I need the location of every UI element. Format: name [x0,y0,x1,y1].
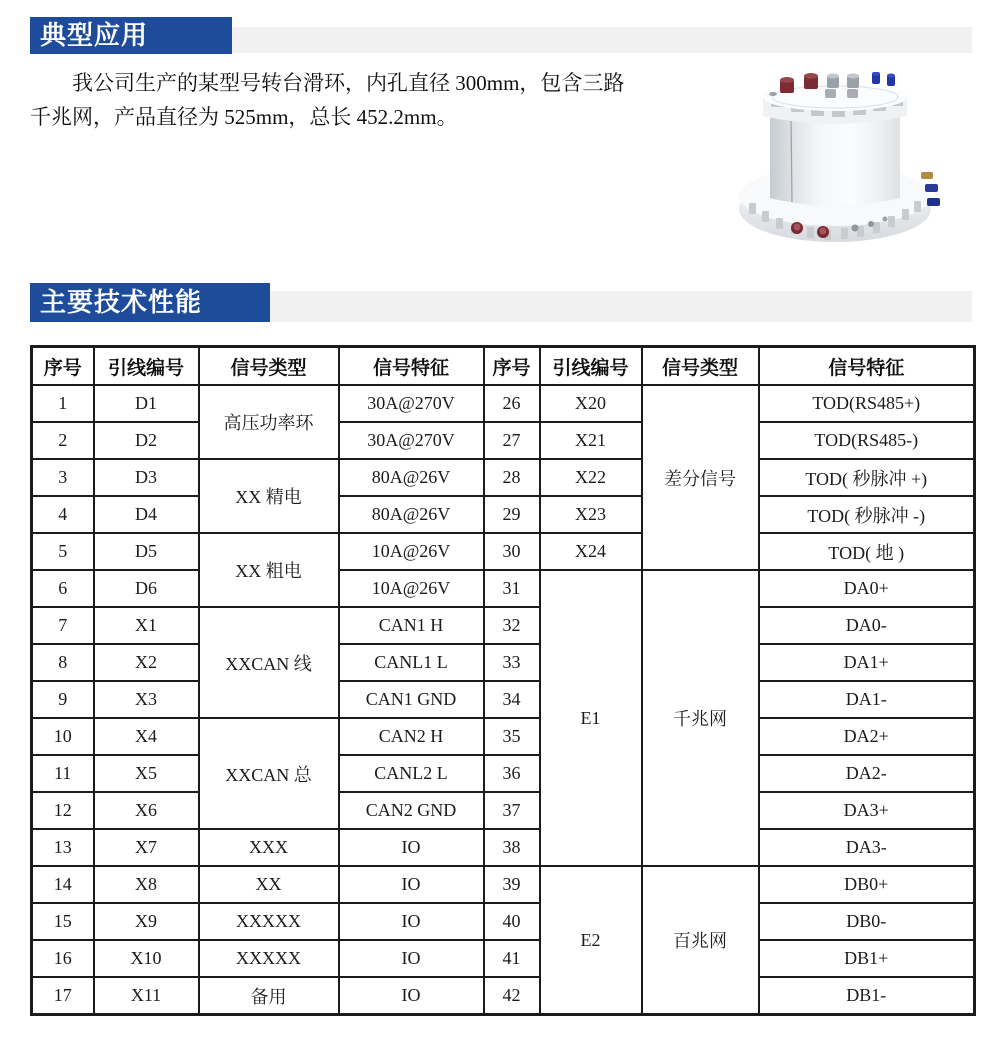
column-header: 序号 [484,347,540,386]
cell-index: 5 [32,533,94,570]
cell-index: 41 [484,940,540,977]
cell-lead-number: D5 [94,533,199,570]
cell-index: 37 [484,792,540,829]
column-header: 信号类型 [199,347,339,386]
cell-lead-number: D2 [94,422,199,459]
cell-lead-number: X23 [540,496,642,533]
cell-signal-feature: TOD(RS485+) [759,385,975,422]
cell-signal-feature: 30A@270V [339,385,484,422]
section-title: 典型应用 [40,20,149,50]
section-title: 主要技术性能 [40,287,203,317]
cell-signal-type: XX 粗电 [199,533,339,607]
cell-signal-feature: TOD(RS485-) [759,422,975,459]
cell-signal-type: 差分信号 [642,385,759,570]
cell-signal-feature: 30A@270V [339,422,484,459]
cell-signal-type: XX 精电 [199,459,339,533]
cell-lead-number: X9 [94,903,199,940]
cell-lead-number: X4 [94,718,199,755]
cell-signal-feature: CANL2 L [339,755,484,792]
cell-lead-number: D3 [94,459,199,496]
section-header-main-specs [30,283,270,322]
cell-index: 13 [32,829,94,866]
cell-signal-feature: DA1- [759,681,975,718]
cell-index: 1 [32,385,94,422]
cell-lead-number: X5 [94,755,199,792]
cell-index: 11 [32,755,94,792]
cell-index: 15 [32,903,94,940]
table-row [32,718,975,755]
cell-lead-number: X1 [94,607,199,644]
cell-index: 17 [32,977,94,1015]
column-header: 序号 [32,347,94,386]
column-header: 信号类型 [642,347,759,386]
cell-signal-feature: IO [339,977,484,1015]
table-row [32,422,975,459]
cell-signal-type: XX [199,866,339,903]
cell-signal-feature: IO [339,903,484,940]
cell-index: 6 [32,570,94,607]
cell-index: 2 [32,422,94,459]
table-row [32,607,975,644]
table-row [32,903,975,940]
cell-index: 42 [484,977,540,1015]
cell-lead-number: X2 [94,644,199,681]
cell-signal-type: XXCAN 总 [199,718,339,829]
cell-index: 33 [484,644,540,681]
cell-signal-feature: CAN1 GND [339,681,484,718]
cell-index: 32 [484,607,540,644]
cell-signal-type: 高压功率环 [199,385,339,459]
table-row [32,977,975,1015]
cell-lead-number: X6 [94,792,199,829]
table-row [32,829,975,866]
cell-signal-feature: TOD( 地 ) [759,533,975,570]
cell-lead-number: X7 [94,829,199,866]
cell-index: 12 [32,792,94,829]
cell-signal-type: XXXXX [199,903,339,940]
table-row [32,681,975,718]
cell-signal-feature: DA3+ [759,792,975,829]
cell-signal-feature: CAN1 H [339,607,484,644]
cell-lead-number: X3 [94,681,199,718]
cell-signal-type: XXXXX [199,940,339,977]
intro-line: 我公司生产的某型号转台滑环，内孔直径 300mm，包含三路 [72,71,625,95]
cell-signal-feature: IO [339,866,484,903]
table-row [32,866,975,903]
cell-lead-number: X20 [540,385,642,422]
cell-index: 10 [32,718,94,755]
table-row [32,644,975,681]
cell-index: 8 [32,644,94,681]
cell-index: 28 [484,459,540,496]
cell-lead-number: X24 [540,533,642,570]
cell-index: 31 [484,570,540,607]
cell-signal-type: 千兆网 [642,570,759,866]
cell-index: 9 [32,681,94,718]
cell-lead-number: X10 [94,940,199,977]
cell-index: 16 [32,940,94,977]
table-row [32,385,975,422]
cell-index: 4 [32,496,94,533]
cell-signal-feature: 80A@26V [339,496,484,533]
cell-lead-number: D4 [94,496,199,533]
cell-signal-feature: DA3- [759,829,975,866]
table-row [32,459,975,496]
table-row [32,496,975,533]
cell-signal-type: 备用 [199,977,339,1015]
cell-index: 38 [484,829,540,866]
cell-index: 3 [32,459,94,496]
cell-index: 35 [484,718,540,755]
cell-signal-type: 百兆网 [642,866,759,1015]
drum-body [770,114,900,206]
cell-index: 27 [484,422,540,459]
table-row [32,940,975,977]
spec-table [30,345,976,1016]
cell-lead-number: X11 [94,977,199,1015]
cell-lead-number: X21 [540,422,642,459]
cell-signal-feature: DB1+ [759,940,975,977]
table-row [32,755,975,792]
cell-signal-feature: DA0- [759,607,975,644]
cell-signal-feature: 80A@26V [339,459,484,496]
cell-signal-feature: IO [339,829,484,866]
cell-index: 26 [484,385,540,422]
column-header: 引线编号 [94,347,199,386]
column-header: 信号特征 [759,347,975,386]
cell-index: 14 [32,866,94,903]
cell-lead-number: E1 [540,570,642,866]
cell-signal-feature: 10A@26V [339,570,484,607]
cell-signal-feature: TOD( 秒脉冲 +) [759,459,975,496]
cell-signal-feature: DA2+ [759,718,975,755]
cell-signal-feature: DB1- [759,977,975,1015]
cell-signal-feature: IO [339,940,484,977]
cell-index: 34 [484,681,540,718]
cell-index: 39 [484,866,540,903]
cell-signal-feature: 10A@26V [339,533,484,570]
cell-index: 30 [484,533,540,570]
table-row [32,570,975,607]
cell-lead-number: D6 [94,570,199,607]
cell-signal-type: XXCAN 线 [199,607,339,718]
cell-signal-feature: CAN2 H [339,718,484,755]
cell-lead-number: X22 [540,459,642,496]
cell-lead-number: X8 [94,866,199,903]
cell-index: 40 [484,903,540,940]
cell-signal-feature: CANL1 L [339,644,484,681]
cell-index: 29 [484,496,540,533]
cell-signal-feature: DA2- [759,755,975,792]
section-header-typical-application [30,17,232,54]
column-header: 信号特征 [339,347,484,386]
cell-lead-number: D1 [94,385,199,422]
cell-index: 36 [484,755,540,792]
cell-signal-feature: DB0+ [759,866,975,903]
cell-lead-number: E2 [540,866,642,1015]
table-header-row [32,347,975,386]
cell-signal-feature: CAN2 GND [339,792,484,829]
column-header: 引线编号 [540,347,642,386]
cell-signal-feature: DA1+ [759,644,975,681]
cell-signal-type: XXX [199,829,339,866]
product-photo [735,72,941,246]
cell-index: 7 [32,607,94,644]
cell-signal-feature: DB0- [759,903,975,940]
intro-paragraph [30,66,710,134]
intro-line: 千兆网，产品直径为 525mm，总长 452.2mm。 [30,105,458,129]
cell-signal-feature: TOD( 秒脉冲 -) [759,496,975,533]
table-row [32,533,975,570]
table-row [32,792,975,829]
cell-signal-feature: DA0+ [759,570,975,607]
